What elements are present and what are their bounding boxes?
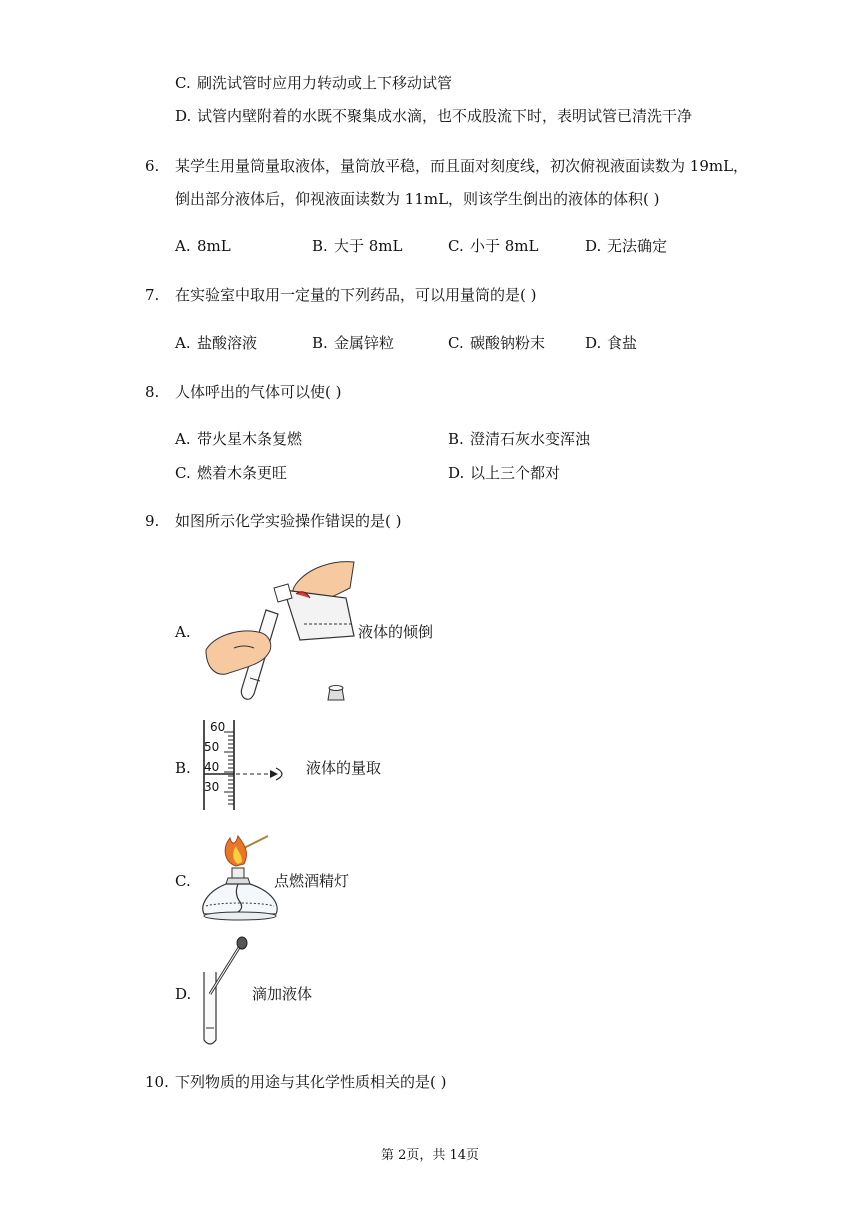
option-text: 澄清石灰水变浑浊 [470,430,591,448]
q5-option-d [175,106,692,126]
q7-stem: 在实验室中取用一定量的下列药品，可以用量筒的是( ) [175,286,537,304]
option-text: 燃着木条更旺 [197,464,288,482]
q9-option-d-letter: D. [175,985,192,1003]
q9-option-c-caption: 点燃酒精灯 [274,872,350,890]
q7-option-c [448,333,545,353]
q9-option-b-letter: B. [175,759,191,777]
option-letter: B. [312,334,328,352]
liquid-pouring-illustration [204,558,360,704]
q7-option-a [175,333,257,353]
q10-number: 10. [145,1073,169,1091]
q6-stem-line1: 某学生用量筒量取液体，量筒放平稳，而且面对刻度线，初次俯视液面读数为 19mL， [175,157,749,175]
option-letter: B. [312,237,328,255]
q5-option-c [175,73,452,93]
option-text: 试管内壁附着的水既不聚集成水滴，也不成股流下时，表明试管已清洗干净 [197,107,693,125]
option-text: 大于 8mL [334,237,403,255]
q9-option-b-caption: 液体的量取 [306,759,382,777]
dropper-test-tube-illustration [196,936,252,1050]
q8-stem: 人体呼出的气体可以使( ) [175,383,342,401]
option-text: 小于 8mL [470,237,539,255]
option-letter: D. [448,464,465,482]
option-text: 带火星木条复燃 [197,430,303,448]
q8-number: 8. [145,383,160,401]
q7-option-b [312,333,394,353]
q6-option-d [585,236,667,256]
option-letter: D. [175,107,192,125]
q9-number: 9. [145,512,160,530]
q6-stem-line2: 倒出部分液体后，仰视液面读数为 11mL，则该学生倒出的液体的体积( ) [175,190,660,208]
q9-option-c-letter: C. [175,872,191,890]
q6-option-a [175,236,231,256]
option-text: 以上三个都对 [470,464,561,482]
option-letter: C. [175,74,191,92]
q6-option-b [312,236,403,256]
cylinder-tick-60: 60 [210,720,226,734]
q10-stem: 下列物质的用途与其化学性质相关的是( ) [175,1073,447,1091]
page-footer: 第 2页，共 14页 [380,1148,480,1163]
option-text: 8mL [197,237,231,255]
option-letter: A. [175,237,191,255]
q8-option-a [175,429,302,449]
cylinder-tick-30: 30 [204,780,220,794]
option-letter: A. [175,334,191,352]
q9-option-a-letter: A. [175,623,191,641]
q9-option-a-caption: 液体的倾倒 [358,623,434,641]
q8-option-b [448,429,590,449]
q6-option-c [448,236,539,256]
option-text: 碳酸钠粉末 [470,334,546,352]
q9-option-d-caption: 滴加液体 [252,985,313,1003]
option-letter: C. [448,334,464,352]
option-letter: A. [175,430,191,448]
option-letter: C. [175,464,191,482]
q9-stem: 如图所示化学实验操作错误的是( ) [175,512,402,530]
option-text: 金属锌粒 [334,334,395,352]
q6-number: 6. [145,157,160,175]
cylinder-tick-40: 40 [204,760,220,774]
option-letter: D. [585,237,602,255]
option-letter: C. [448,237,464,255]
option-text: 盐酸溶液 [197,334,258,352]
option-letter: D. [585,334,602,352]
alcohol-lamp-illustration [200,832,280,924]
option-text: 刷洗试管时应用力转动或上下移动试管 [197,74,453,92]
q8-option-c [175,463,287,483]
q7-option-d [585,333,637,353]
cylinder-tick-50: 50 [204,740,220,754]
q7-number: 7. [145,286,160,304]
option-text: 食盐 [607,334,638,352]
option-letter: B. [448,430,464,448]
q8-option-d [448,463,560,483]
option-text: 无法确定 [607,237,668,255]
